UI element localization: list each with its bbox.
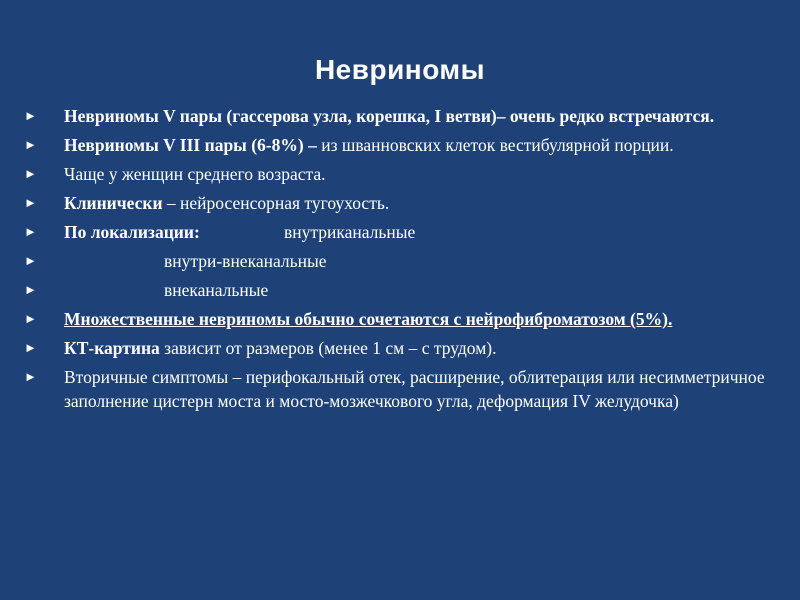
bullet-arrow-icon: ► <box>24 224 37 239</box>
list-item <box>20 191 780 215</box>
item-bold-text: Невриномы V пары (гассерова узла, корешка, I ветви)– очень редко встречаются. <box>64 106 715 126</box>
list-item <box>20 133 780 157</box>
bullet-arrow-icon: ► <box>24 282 37 297</box>
item-bold-text: КТ-картина <box>64 338 160 358</box>
bullet-arrow-icon: ► <box>24 369 37 384</box>
bullet-list <box>20 104 780 418</box>
bullet-arrow-icon: ► <box>24 253 37 268</box>
list-item <box>20 249 780 273</box>
item-text: внутриканальные <box>284 222 416 242</box>
bullet-arrow-icon: ► <box>24 108 37 123</box>
item-text: Вторичные симптомы – перифокальный отек, расширение, облитерация или несимметричное заполнение цистерн моста и мосто-мозжечкового угла, деформация IV желудочка) <box>64 367 765 411</box>
bullet-arrow-icon: ► <box>24 340 37 355</box>
bullet-arrow-icon: ► <box>24 311 37 326</box>
list-item <box>20 365 780 413</box>
item-text: – нейросенсорная тугоухость. <box>162 193 390 213</box>
item-underlined-text: Множественные невриномы обычно сочетаются с нейрофиброматозом (5%). <box>64 309 673 329</box>
list-item <box>20 307 780 331</box>
item-text: Чаще у женщин среднего возраста. <box>64 164 326 184</box>
list-item <box>20 162 780 186</box>
slide-title: Невриномы <box>314 54 486 85</box>
item-text: из шванновских клеток вестибулярной порции. <box>321 135 674 155</box>
bullet-arrow-icon: ► <box>24 137 37 152</box>
list-item <box>20 104 780 128</box>
item-text: зависит от размеров (менее 1 см – с трудом). <box>159 338 497 358</box>
item-bold-text: Клинически <box>64 193 163 213</box>
item-text: внутри-внеканальные <box>164 251 327 271</box>
list-item <box>20 278 780 302</box>
item-bold-text: Невриномы V III пары (6-8%) – <box>64 135 322 155</box>
list-item <box>20 336 780 360</box>
list-item <box>20 220 780 244</box>
item-text: внеканальные <box>164 280 269 300</box>
bullet-arrow-icon: ► <box>24 166 37 181</box>
item-bold-text: По локализации: <box>64 222 200 242</box>
bullet-arrow-icon: ► <box>24 195 37 210</box>
